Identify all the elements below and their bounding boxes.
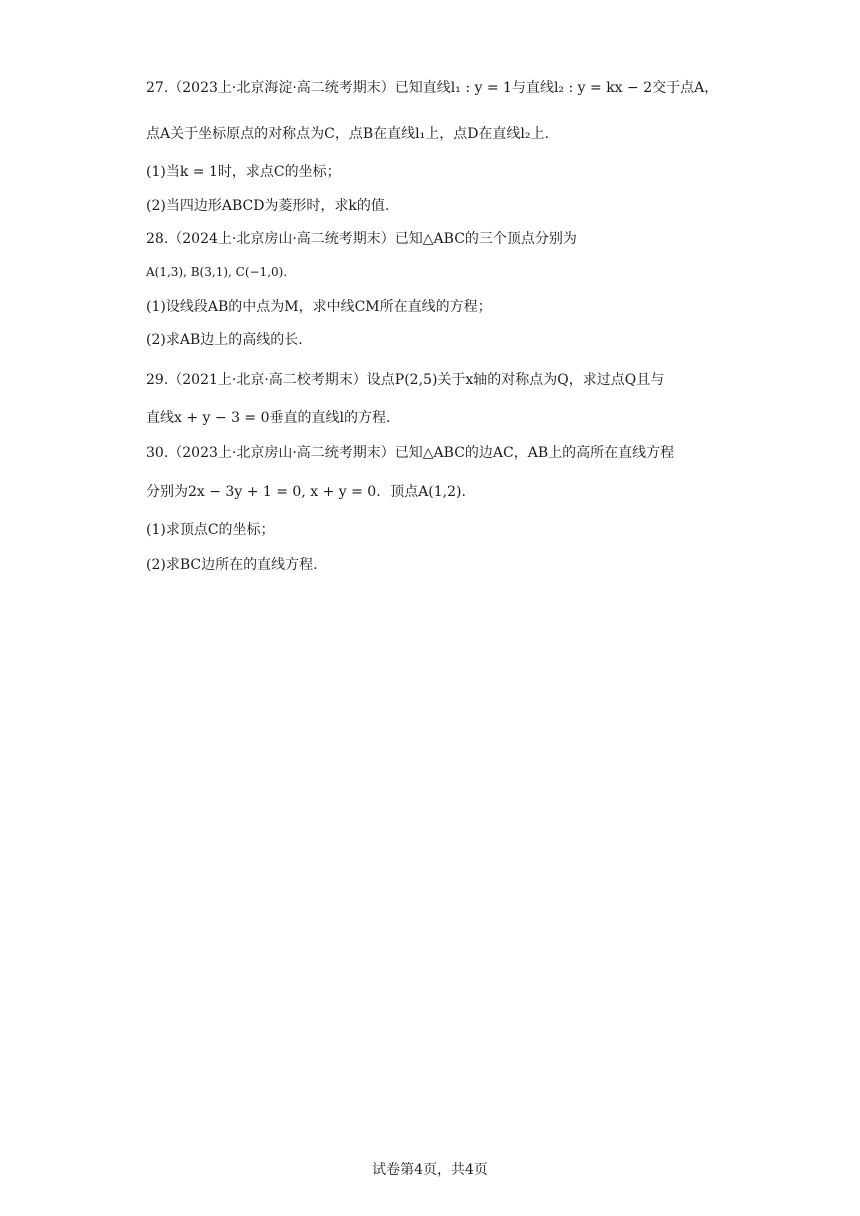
q27-line-1: 27.（2023上·北京海淀·高二统考期末）已知直线l₁ : y = 1与直线l₂ : y = kx − 2交于点A， xyxy=(146,80,719,96)
q30-line-1: 30.（2023上·北京房山·高二统考期末）已知△ABC的边AC，AB上的高所在直线方程 xyxy=(146,445,675,461)
q30-part-2: (2)求BC边所在的直线方程. xyxy=(146,557,318,573)
q29-line-1: 29.（2021上·北京·高二校考期末）设点P(2,5)关于x轴的对称点为Q，求过点Q且与 xyxy=(146,372,665,388)
q27-part-2: (2)当四边形ABCD为菱形时，求k的值. xyxy=(146,198,390,214)
q27-part-1: (1)当k = 1时，求点C的坐标； xyxy=(146,164,341,180)
q28-part-1: (1)设线段AB的中点为M，求中线CM所在直线的方程； xyxy=(146,299,492,315)
q28-line-2: A(1,3), B(3,1), C(−1,0). xyxy=(146,265,288,279)
q27-line-2: 点A关于坐标原点的对称点为C，点B在直线l₁上，点D在直线l₂上. xyxy=(146,126,549,142)
q30-part-1: (1)求顶点C的坐标； xyxy=(146,522,275,538)
q30-line-2: 分别为2x − 3y + 1 = 0, x + y = 0．顶点A(1,2). xyxy=(146,484,466,500)
q29-line-2: 直线x + y − 3 = 0垂直的直线l的方程. xyxy=(146,410,391,426)
q28-part-2: (2)求AB边上的高线的长. xyxy=(146,332,303,348)
page-footer: 试卷第4页，共4页 xyxy=(372,1162,488,1178)
q28-line-1: 28.（2024上·北京房山·高二统考期末）已知△ABC的三个顶点分别为 xyxy=(146,231,577,247)
